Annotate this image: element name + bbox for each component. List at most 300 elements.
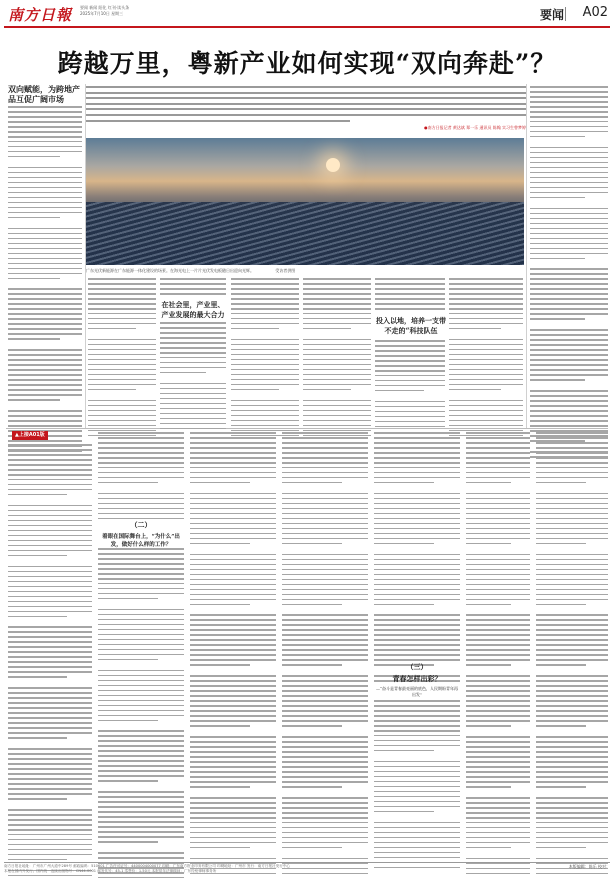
body-text-line — [530, 374, 608, 376]
body-text-line — [374, 740, 460, 742]
body-text-line — [530, 390, 608, 392]
body-text-line — [160, 418, 226, 420]
body-text-line — [98, 780, 158, 782]
body-text-line — [160, 367, 226, 369]
body-text-line — [8, 849, 92, 851]
body-text-line — [282, 695, 368, 697]
body-text-line — [8, 844, 92, 846]
body-text-line — [8, 666, 92, 668]
body-text-line — [449, 288, 523, 290]
body-text-line — [231, 344, 299, 346]
body-text-line — [282, 710, 368, 712]
body-text-line — [190, 695, 276, 697]
body-text-line — [303, 339, 371, 341]
continued-tag: ▲上接A01版 — [12, 431, 48, 440]
body-text-line — [8, 763, 92, 765]
body-text-line — [530, 313, 608, 315]
body-text-line — [160, 342, 226, 344]
body-text-line — [8, 591, 92, 593]
body-text-line — [374, 700, 460, 702]
body-text-line — [98, 482, 158, 484]
body-text-line — [190, 781, 276, 783]
body-text-line — [8, 449, 92, 451]
body-text-line — [98, 690, 184, 692]
body-text-line — [98, 457, 184, 459]
article-column — [160, 278, 226, 298]
body-text-line — [282, 533, 368, 535]
body-text-line — [88, 415, 156, 417]
body-text-line — [190, 827, 276, 829]
body-text-line — [449, 293, 523, 295]
body-text-line — [8, 646, 92, 648]
body-text-line — [374, 447, 460, 449]
body-text-line — [303, 410, 371, 412]
body-text-line — [88, 293, 156, 295]
body-text-line — [466, 493, 530, 495]
body-text-line — [375, 340, 445, 342]
body-text-line — [98, 614, 184, 616]
body-text-line — [282, 599, 368, 601]
body-text-line — [282, 619, 368, 621]
body-text-line — [8, 177, 82, 179]
body-text-line — [449, 364, 523, 366]
body-text-line — [449, 410, 523, 412]
body-text-line — [466, 574, 530, 576]
body-text-line — [466, 594, 530, 596]
body-text-line — [282, 594, 368, 596]
body-text-line — [466, 513, 530, 515]
article-column — [231, 278, 299, 440]
body-text-line — [282, 847, 342, 849]
body-text-line — [374, 847, 460, 849]
body-text-line — [466, 827, 530, 829]
body-text-line — [190, 664, 250, 666]
body-text-line — [8, 601, 92, 603]
body-text-line — [303, 359, 371, 361]
body-text-line — [536, 751, 608, 753]
body-text-line — [374, 493, 460, 495]
body-text-line — [282, 472, 368, 474]
body-text-line — [8, 566, 92, 568]
body-text-line — [374, 786, 460, 788]
lead-text-line — [86, 120, 350, 122]
body-text-line — [8, 671, 92, 673]
body-text-line — [375, 298, 445, 300]
body-text-line — [8, 555, 67, 557]
body-text-line — [374, 766, 460, 768]
body-text-line — [374, 518, 460, 520]
body-text-line — [466, 715, 530, 717]
body-text-line — [88, 405, 156, 407]
body-text-line — [536, 564, 608, 566]
body-text-line — [98, 821, 184, 823]
body-text-line — [530, 278, 608, 280]
body-text-line — [303, 328, 351, 330]
body-text-line — [282, 528, 368, 530]
body-text-line — [530, 400, 608, 402]
body-text-line — [8, 581, 92, 583]
body-text-line — [8, 692, 92, 694]
body-text-line — [282, 624, 368, 626]
body-text-line — [231, 323, 299, 325]
body-text-line — [231, 364, 299, 366]
body-text-line — [8, 484, 92, 486]
body-text-line — [282, 432, 368, 434]
body-text-line — [8, 727, 92, 729]
body-text-line — [449, 339, 523, 341]
body-text-line — [160, 293, 226, 295]
body-text-line — [8, 440, 82, 442]
body-text-line — [282, 559, 368, 561]
body-text-line — [98, 432, 184, 434]
body-text-line — [8, 515, 92, 517]
body-text-line — [282, 462, 368, 464]
body-text-line — [231, 405, 299, 407]
lead-text-line — [86, 86, 526, 88]
body-text-line — [374, 806, 460, 808]
body-text-line — [536, 700, 608, 702]
body-text-line — [303, 379, 371, 381]
body-text-line — [536, 503, 608, 505]
newspaper-logo: 南方日報 — [8, 6, 73, 24]
body-text-line — [98, 609, 184, 611]
body-text-line — [282, 634, 368, 636]
body-text-line — [8, 415, 82, 417]
body-text-line — [466, 695, 530, 697]
body-text-line — [536, 776, 608, 778]
body-text-line — [303, 369, 371, 371]
body-text-line — [160, 408, 226, 410]
lead-text-line — [86, 92, 526, 94]
body-text-line — [466, 589, 530, 591]
body-text-line — [374, 554, 460, 556]
body-text-line — [303, 344, 371, 346]
body-text-line — [8, 520, 92, 522]
body-text-line — [160, 428, 226, 430]
body-text-line — [530, 238, 608, 240]
body-text-line — [8, 717, 92, 719]
body-text-line — [374, 857, 460, 859]
body-text-line — [466, 802, 530, 804]
footer-editor: 本版编辑：陈乐 校对： — [568, 864, 610, 869]
body-text-line — [375, 283, 445, 285]
body-text-line — [530, 273, 608, 275]
body-text-line — [231, 298, 299, 300]
body-text-line — [282, 564, 368, 566]
body-text-line — [536, 644, 608, 646]
body-text-line — [536, 472, 608, 474]
body-text-line — [449, 369, 523, 371]
body-text-line — [536, 736, 608, 738]
body-text-line — [8, 192, 82, 194]
body-text-line — [303, 278, 371, 280]
body-text-line — [8, 636, 92, 638]
body-text-line — [8, 172, 82, 174]
body-text-line — [190, 614, 276, 616]
body-text-line — [303, 364, 371, 366]
body-text-line — [536, 746, 608, 748]
body-text-line — [8, 278, 60, 280]
body-text-line — [98, 634, 184, 636]
body-text-line — [8, 444, 92, 446]
body-text-line — [282, 690, 368, 692]
body-text-line — [536, 639, 608, 641]
body-text-line — [190, 797, 276, 799]
body-text-line — [466, 554, 530, 556]
body-text-line — [466, 624, 530, 626]
body-text-line — [190, 619, 276, 621]
body-text-line — [8, 783, 92, 785]
body-text-line — [98, 740, 184, 742]
body-text-line — [88, 425, 156, 427]
body-text-line — [466, 781, 530, 783]
body-text-line — [98, 796, 184, 798]
body-text-line — [190, 594, 276, 596]
body-text-line — [303, 288, 371, 290]
body-text-line — [530, 192, 608, 194]
body-text-line — [282, 741, 368, 743]
body-text-line — [8, 136, 82, 138]
body-text-line — [190, 437, 276, 439]
body-text-line — [282, 685, 368, 687]
body-text-line — [98, 705, 184, 707]
body-text-line — [303, 430, 371, 432]
body-text-line — [374, 604, 434, 606]
body-text-line — [231, 430, 299, 432]
body-text-line — [374, 543, 434, 545]
body-text-line — [282, 569, 368, 571]
body-text-line — [536, 695, 608, 697]
article-column — [98, 548, 184, 878]
body-text-line — [374, 730, 460, 732]
body-text-line — [530, 308, 608, 310]
body-text-line — [8, 510, 92, 512]
body-text-line — [160, 423, 226, 425]
body-text-line — [374, 837, 460, 839]
body-text-line — [530, 162, 608, 164]
body-text-line — [98, 685, 184, 687]
body-text-line — [190, 523, 276, 525]
body-text-line — [8, 814, 92, 816]
body-text-line — [190, 604, 250, 606]
body-text-line — [466, 680, 530, 682]
body-text-line — [282, 858, 368, 860]
column-rule — [526, 84, 527, 428]
body-text-line — [98, 447, 184, 449]
article-column — [88, 278, 156, 440]
body-text-line — [8, 540, 92, 542]
body-text-line — [8, 479, 92, 481]
body-text-line — [466, 604, 511, 606]
body-text-line — [536, 690, 608, 692]
body-text-line — [8, 389, 82, 391]
body-text-line — [282, 705, 368, 707]
body-text-line — [374, 761, 460, 763]
body-text-line — [375, 308, 445, 310]
body-text-line — [530, 293, 608, 295]
body-text-line — [190, 847, 250, 849]
body-text-line — [98, 730, 184, 732]
body-text-line — [190, 467, 276, 469]
body-text-line — [466, 858, 530, 860]
body-text-line — [282, 812, 368, 814]
body-text-line — [466, 649, 530, 651]
body-text-line — [536, 720, 608, 722]
body-text-line — [98, 503, 184, 505]
body-text-line — [536, 528, 608, 530]
page-footer — [4, 862, 610, 874]
body-text-line — [88, 344, 156, 346]
body-text-line — [190, 822, 276, 824]
body-text-line — [466, 741, 530, 743]
body-text-line — [466, 538, 530, 540]
body-text-line — [282, 654, 368, 656]
body-text-line — [374, 659, 460, 661]
body-text-line — [8, 530, 92, 532]
body-text-line — [375, 350, 445, 352]
body-text-line — [190, 528, 276, 530]
body-text-line — [530, 86, 608, 88]
body-text-line — [374, 569, 460, 571]
body-text-line — [466, 746, 530, 748]
body-text-line — [466, 432, 530, 434]
body-text-line — [466, 584, 530, 586]
body-text-line — [190, 756, 276, 758]
body-text-line — [8, 313, 82, 315]
body-text-line — [282, 493, 368, 495]
body-text-line — [282, 579, 368, 581]
body-text-line — [98, 826, 184, 828]
lead-paragraph — [86, 86, 526, 131]
body-text-line — [530, 177, 608, 179]
body-text-line — [98, 760, 184, 762]
body-text-line — [98, 568, 184, 570]
body-text-line — [374, 442, 460, 444]
body-text-line — [282, 644, 368, 646]
section-label: 要闻 — [539, 8, 564, 22]
body-text-line — [8, 298, 82, 300]
body-text-line — [190, 736, 276, 738]
body-text-line — [466, 756, 530, 758]
body-text-line — [282, 700, 368, 702]
body-text-line — [8, 126, 82, 128]
body-text-line — [8, 420, 82, 422]
body-text-line — [530, 218, 608, 220]
body-text-line — [536, 715, 608, 717]
body-text-line — [8, 611, 92, 613]
body-text-line — [88, 323, 156, 325]
body-text-line — [88, 283, 156, 285]
body-text-line — [466, 629, 530, 631]
middle-subhead: 在社会里，产业里、产业发展的最大合力 — [161, 300, 225, 319]
body-text-line — [374, 528, 460, 530]
body-text-line — [375, 401, 445, 403]
body-text-line — [449, 379, 523, 381]
body-text-line — [374, 477, 460, 479]
body-text-line — [8, 778, 92, 780]
body-text-line — [8, 464, 92, 466]
body-text-line — [190, 564, 276, 566]
body-text-line — [8, 207, 82, 209]
body-text-line — [190, 761, 276, 763]
body-text-line — [8, 338, 60, 340]
body-text-line — [98, 836, 184, 838]
body-text-line — [536, 579, 608, 581]
body-text-line — [536, 452, 608, 454]
body-text-line — [190, 503, 276, 505]
body-text-line — [190, 659, 276, 661]
body-text-line — [374, 472, 460, 474]
body-text-line — [282, 715, 368, 717]
body-text-line — [282, 746, 368, 748]
body-text-line — [8, 505, 92, 507]
body-text-line — [282, 736, 368, 738]
article-column — [530, 86, 608, 461]
body-text-line — [536, 817, 608, 819]
body-text-line — [190, 624, 276, 626]
body-text-line — [282, 457, 368, 459]
body-text-line — [374, 533, 460, 535]
body-text-line — [190, 634, 276, 636]
body-text-line — [98, 437, 184, 439]
body-text-line — [303, 323, 371, 325]
body-text-line — [8, 676, 67, 678]
body-text-line — [190, 776, 276, 778]
body-text-line — [8, 156, 60, 158]
body-text-line — [375, 360, 445, 362]
body-text-line — [530, 318, 585, 320]
body-text-line — [231, 374, 299, 376]
body-text-line — [8, 474, 92, 476]
body-text-line — [8, 187, 82, 189]
body-text-line — [190, 771, 276, 773]
body-text-line — [466, 559, 530, 561]
body-text-line — [190, 569, 276, 571]
body-text-line — [8, 824, 92, 826]
body-text-line — [8, 829, 92, 831]
body-text-line — [8, 349, 82, 351]
body-text-line — [530, 187, 608, 189]
body-text-line — [374, 822, 460, 824]
body-text-line — [303, 425, 371, 427]
body-text-line — [8, 384, 82, 386]
right-subhead: 投入以地，培养一支带不走的“科技队伍 — [376, 316, 446, 335]
left-subhead: 双向赋能，为跨地产品互促广阔市场 — [8, 84, 80, 104]
body-text-line — [98, 573, 184, 575]
body-text-line — [190, 554, 276, 556]
body-text-line — [8, 651, 92, 653]
body-text-line — [530, 208, 608, 210]
body-text-line — [190, 725, 250, 727]
body-text-line — [303, 298, 371, 300]
body-text-line — [449, 303, 523, 305]
body-text-line — [282, 837, 368, 839]
body-text-line — [536, 664, 586, 666]
body-text-line — [374, 589, 460, 591]
body-text-line — [530, 410, 608, 412]
section-subheading: 青春怎样出彩？ — [392, 674, 442, 683]
body-text-line — [231, 328, 279, 330]
body-text-line — [8, 656, 92, 658]
body-text-line — [536, 842, 608, 844]
body-text-line — [190, 498, 276, 500]
body-text-line — [282, 614, 368, 616]
body-text-line — [466, 675, 530, 677]
section-heading: （三） — [406, 662, 428, 671]
body-text-line — [8, 121, 82, 123]
body-text-line — [303, 318, 371, 320]
body-text-line — [536, 432, 608, 434]
